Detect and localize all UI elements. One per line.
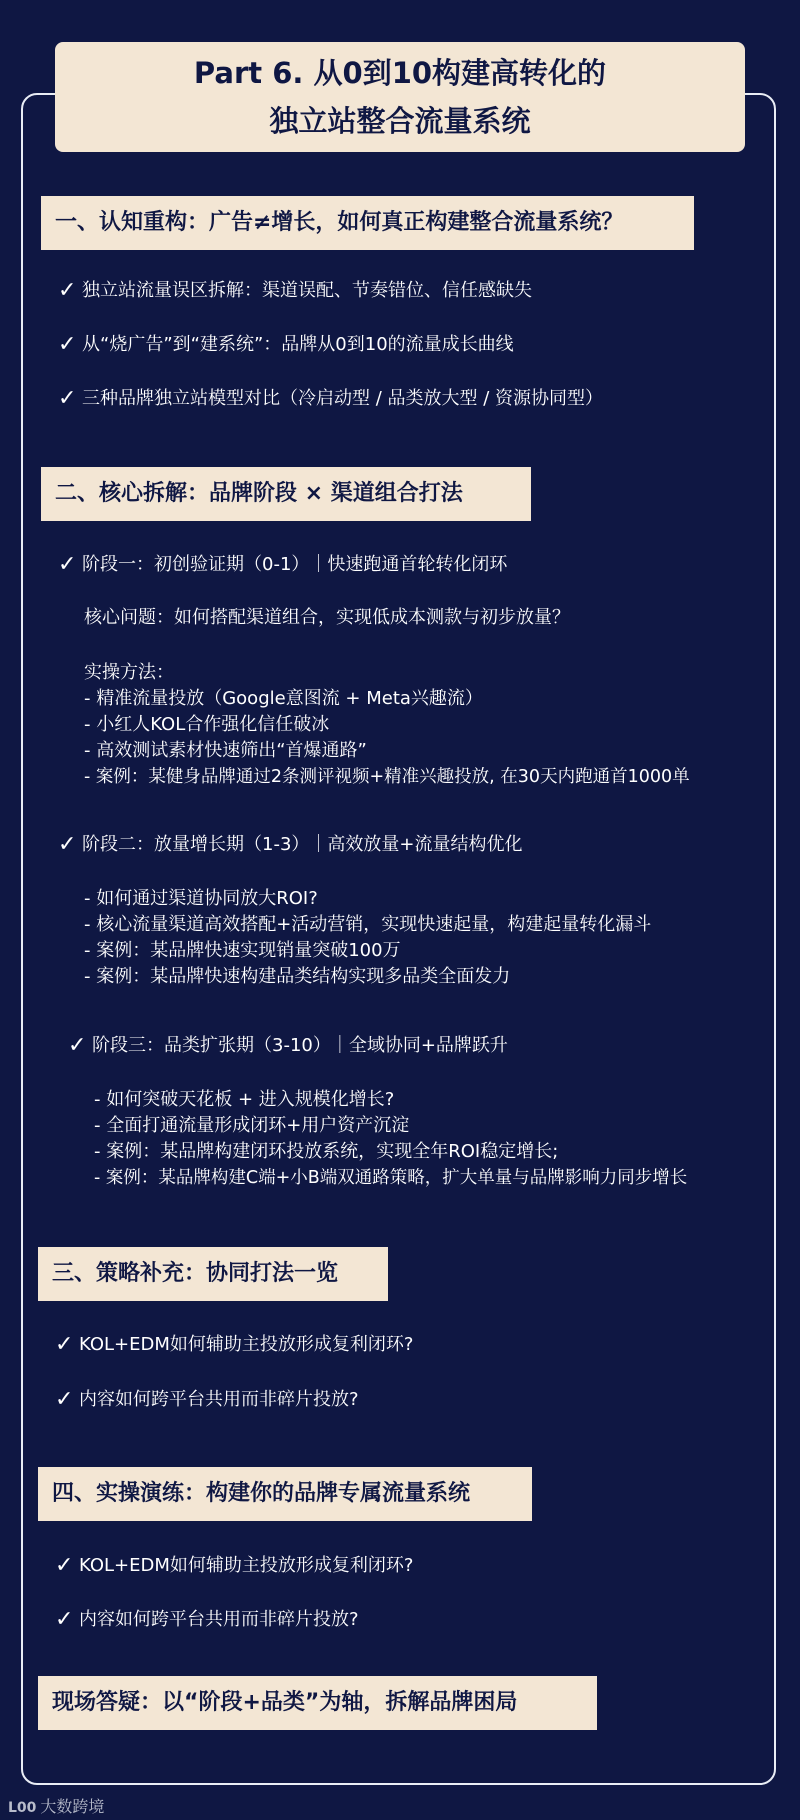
- list-item: [58, 332, 514, 358]
- check-icon: ✓: [58, 278, 77, 303]
- stage-1-line: - 高效测试素材快速筛出“首爆通路”: [84, 740, 367, 761]
- section-header-1: 一、认知重构：广告≠增长，如何真正构建整合流量系统？: [41, 196, 694, 250]
- brand-logo: [8, 1794, 104, 1817]
- stage-3-line: - 案例：某品牌构建闭环投放系统，实现全年ROI稳定增长;: [94, 1141, 559, 1162]
- list-item: [58, 278, 532, 304]
- list-item-text: 从“烧广告”到“建系统”：品牌从0到10的流量成长曲线: [82, 334, 514, 355]
- stage-2-line: - 如何通过渠道协同放大ROI?: [84, 888, 318, 909]
- list-item-text: KOL+EDM如何辅助主投放形成复利闭环?: [79, 1555, 414, 1576]
- list-item: [55, 1553, 413, 1579]
- logo-text: 大数跨境: [40, 1797, 105, 1816]
- title-line-2: 独立站整合流量系统: [269, 104, 531, 138]
- stage-3-line: - 案例：某品牌构建C端+小B端双通路策略，扩大单量与品牌影响力同步增长: [94, 1168, 688, 1188]
- stage-2-line: - 案例：某品牌快速实现销量突破100万: [84, 940, 401, 961]
- list-item: [55, 1607, 359, 1633]
- list-item-text: KOL+EDM如何辅助主投放形成复利闭环?: [79, 1334, 414, 1355]
- list-item: [55, 1332, 413, 1358]
- check-icon: ✓: [55, 1387, 74, 1412]
- section-header-5: 现场答疑：以“阶段+品类”为轴，拆解品牌困局: [38, 1676, 597, 1730]
- stage-2-line: - 核心流量渠道高效搭配+活动营销，实现快速起量，构建起量转化漏斗: [84, 914, 652, 935]
- check-icon: ✓: [58, 832, 77, 857]
- stage-1-title: [58, 552, 507, 578]
- stage-1-line: - 小红人KOL合作强化信任破冰: [84, 714, 330, 735]
- stage-2-line: - 案例：某品牌快速构建品类结构实现多品类全面发力: [84, 966, 511, 987]
- list-item-text: 内容如何跨平台共用而非碎片投放?: [79, 1389, 359, 1410]
- stage-3-title: [68, 1033, 508, 1059]
- stage-1-method-label: 实操方法：: [84, 662, 174, 683]
- list-item: [58, 386, 603, 412]
- list-item-text: 内容如何跨平台共用而非碎片投放?: [79, 1609, 359, 1630]
- stage-2-title: [58, 832, 522, 858]
- list-item: [55, 1387, 359, 1413]
- stage-3-title-text: 阶段三：品类扩张期（3-10）｜全域协同+品牌跃升: [92, 1035, 508, 1056]
- check-icon: ✓: [55, 1332, 74, 1357]
- list-item-text: 独立站流量误区拆解：渠道误配、节奏错位、信任感缺失: [82, 280, 532, 301]
- stage-2-title-text: 阶段二：放量增长期（1-3）｜高效放量+流量结构优化: [82, 834, 523, 855]
- list-item-text: 三种品牌独立站模型对比（冷启动型 / 品类放大型 / 资源协同型）: [82, 388, 604, 409]
- section-header-3: 三、策略补充：协同打法一览: [38, 1247, 388, 1301]
- section-header-2: 二、核心拆解：品牌阶段 × 渠道组合打法: [41, 467, 531, 521]
- section-header-4: 四、实操演练：构建你的品牌专属流量系统: [38, 1467, 532, 1521]
- stage-1-title-text: 阶段一：初创验证期（0-1）｜快速跑通首轮转化闭环: [82, 554, 508, 575]
- title-line-1: Part 6. 从0到10构建高转化的: [193, 56, 607, 90]
- logo-mark: L00: [8, 1800, 37, 1816]
- check-icon: ✓: [55, 1553, 74, 1578]
- check-icon: ✓: [58, 386, 77, 411]
- page-title: [55, 42, 745, 152]
- stage-1-core-question: 核心问题：如何搭配渠道组合，实现低成本测款与初步放量？: [84, 607, 570, 628]
- stage-3-line: - 全面打通流量形成闭环+用户资产沉淀: [94, 1115, 410, 1136]
- stage-3-line: - 如何突破天花板 + 进入规模化增长?: [94, 1089, 395, 1110]
- check-icon: ✓: [58, 332, 77, 357]
- check-icon: ✓: [58, 552, 77, 577]
- check-icon: ✓: [68, 1033, 87, 1058]
- stage-1-line: - 案例：某健身品牌通过2条测评视频+精准兴趣投放, 在30天内跑通首1000单: [84, 767, 690, 787]
- stage-1-line: - 精准流量投放（Google意图流 + Meta兴趣流）: [84, 688, 483, 709]
- check-icon: ✓: [55, 1607, 74, 1632]
